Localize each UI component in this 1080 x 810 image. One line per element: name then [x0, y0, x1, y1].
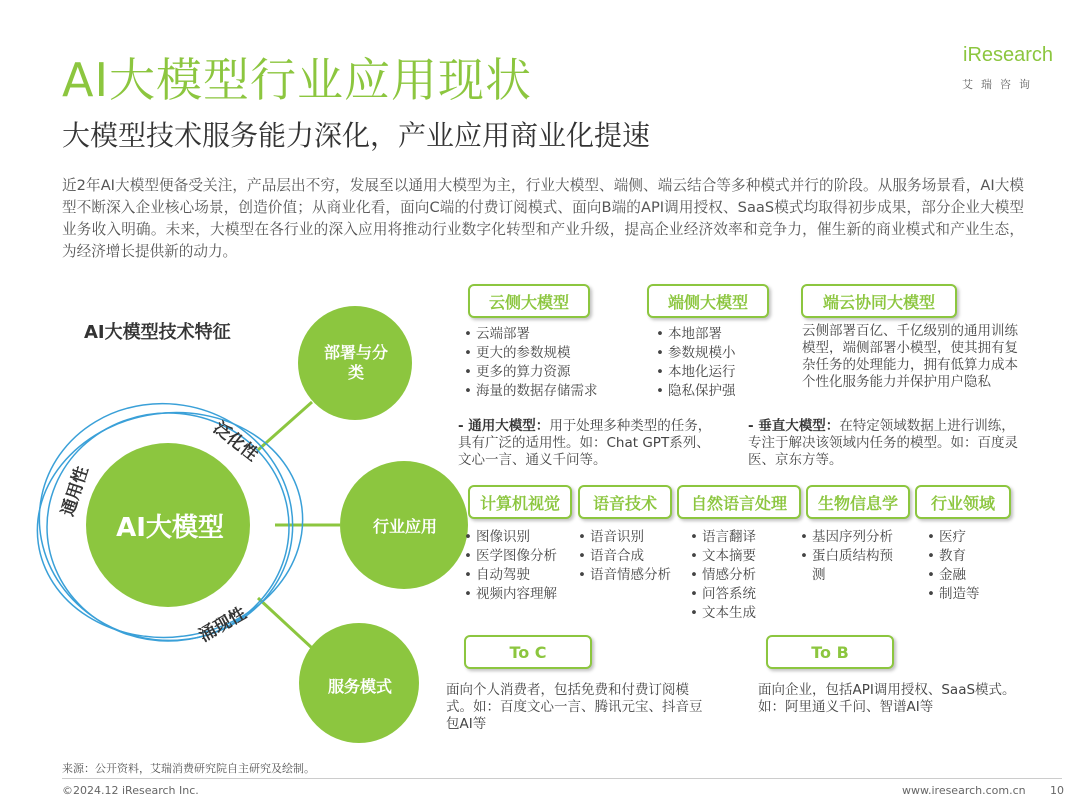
list-item: • 云端部署: [464, 325, 634, 344]
list-item: • 基因序列分析: [800, 528, 905, 547]
general-model-label: - 通用大模型：: [458, 418, 550, 434]
logo: iResearch: [963, 44, 1054, 66]
node-label-service: 服务模式: [327, 676, 392, 696]
list-item: • 蛋白质结构预测: [800, 547, 905, 585]
list-item: • 隐私保护强: [656, 382, 796, 401]
connector-service: [258, 598, 312, 648]
list-item: • 文本摘要: [690, 547, 790, 566]
list-edge-model: [656, 325, 796, 401]
tag-computer-vision: 计算机视觉: [468, 485, 572, 519]
list-item: • 本地化运行: [656, 363, 796, 382]
general-model-desc: [458, 418, 720, 469]
list-item: • 教育: [927, 547, 1007, 566]
features-label: AI大模型技术特征: [84, 322, 231, 343]
vertical-model-desc: [748, 418, 1023, 469]
tag-speech: 语音技术: [578, 485, 672, 519]
list-item: • 语音情感分析: [578, 566, 682, 585]
list-item: • 海量的数据存储需求: [464, 382, 634, 401]
text-edge-cloud-model: 云侧部署百亿、千亿级别的通用训练模型，端侧部署小模型，使其拥有复杂任务的处理能力，拥有低算力成本个性化服务能力并保护用户隐私: [802, 323, 1018, 390]
list-item: • 语言翻译: [690, 528, 790, 547]
list-item: • 更大的参数规模: [464, 344, 634, 363]
list-item: • 更多的算力资源: [464, 363, 634, 382]
page-subtitle: 大模型技术服务能力深化，产业应用商业化提速: [62, 119, 651, 152]
node-label-deploy: 部署与分类: [323, 343, 388, 382]
tag-cloud-model: 云侧大模型: [468, 284, 590, 318]
vertical-model-text: 在特定领域数据上进行训练，专注于解决该领域内任务的模型。如：百度灵医、京东方等。: [748, 418, 1018, 468]
tag-edge-model: 端侧大模型: [647, 284, 769, 318]
core-label: AI大模型: [116, 512, 224, 543]
list-bioinformatics: [800, 528, 905, 585]
list-item: • 参数规模小: [656, 344, 796, 363]
tag-bioinformatics: 生物信息学: [806, 485, 910, 519]
list-item: • 问答系统: [690, 585, 790, 604]
tag-to-c: To C: [464, 635, 592, 669]
logo-subtitle: 艾瑞咨询: [962, 78, 1038, 91]
copyright: ©2024.12 iResearch Inc.: [62, 784, 199, 797]
text-to-c: 面向个人消费者，包括免费和付费订阅模式。如：百度文心一言、腾讯元宝、抖音豆包AI等: [446, 682, 703, 732]
intro-paragraph: 近2年AI大模型便备受关注，产品层出不穷，发展至以通用大模型为主，行业大模型、端侧、端云结合等多种模式并行的阶段。从服务场景看，AI大模型不断深入企业核心场景，创造价值；从商业化看，面向C端的付费订阅模式、面向B端的API调用授权、SaaS模式均取得初步成果，部分企业大模型业务收入明确。未来，大模型在各行业的深入应用将推动行业数字化转型和产业升级，提高企业经济效率和竞争力，催生新的商业模式和产业生态，为经济增长提供新的动力。: [62, 177, 1024, 260]
tag-nlp: 自然语言处理: [677, 485, 801, 519]
arc-label-generality: 通用性: [57, 463, 93, 519]
list-industry-domain: [927, 528, 1007, 604]
list-item: • 金融: [927, 566, 1007, 585]
source-note: 来源：公开资料，艾瑞消费研究院自主研究及绘制。: [62, 762, 315, 775]
website-link[interactable]: www.iresearch.com.cn: [902, 784, 1026, 797]
list-item: • 自动驾驶: [464, 566, 574, 585]
tag-edge-cloud-model: 端云协同大模型: [801, 284, 957, 318]
arc-label-generalization: 泛化性: [209, 418, 262, 466]
tag-to-b: To B: [766, 635, 894, 669]
page-number: 10: [1050, 784, 1064, 797]
vertical-model-label: - 垂直大模型：: [748, 418, 840, 434]
list-item: • 医疗: [927, 528, 1007, 547]
list-item: • 制造等: [927, 585, 1007, 604]
footer-divider: [62, 778, 1062, 779]
list-nlp: [690, 528, 790, 623]
list-item: • 视频内容理解: [464, 585, 574, 604]
arc-label-emergence: 涌现性: [195, 603, 250, 647]
list-item: • 图像识别: [464, 528, 574, 547]
tag-industry-domain: 行业领域: [915, 485, 1011, 519]
list-cloud-model: [464, 325, 634, 401]
page-title: AI大模型行业应用现状: [62, 53, 533, 107]
list-speech: [578, 528, 682, 585]
list-item: • 文本生成: [690, 604, 790, 623]
node-label-industry: 行业应用: [372, 516, 437, 536]
list-item: • 语音识别: [578, 528, 682, 547]
list-computer-vision: [464, 528, 574, 604]
list-item: • 语音合成: [578, 547, 682, 566]
general-model-text: 用于处理多种类型的任务，具有广泛的适用性。如：Chat GPT系列、文心一言、通义千问等。: [458, 418, 712, 468]
list-item: • 医学图像分析: [464, 547, 574, 566]
list-item: • 情感分析: [690, 566, 790, 585]
text-to-b: 面向企业，包括API调用授权、SaaS模式。如：阿里通义千问、智谱AI等: [758, 682, 1016, 715]
list-item: • 本地部署: [656, 325, 796, 344]
